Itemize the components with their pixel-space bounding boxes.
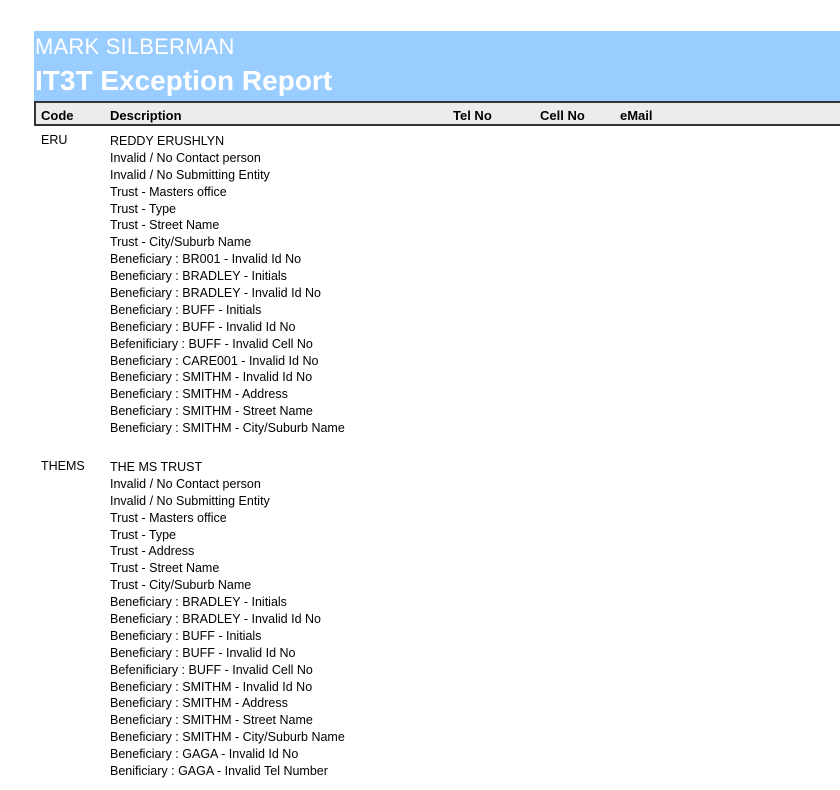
group-code: THEMS bbox=[41, 459, 85, 473]
exception-line: Beneficiary : GAGA - Invalid Id No bbox=[110, 747, 299, 762]
exception-line: Befenificiary : BUFF - Invalid Cell No bbox=[110, 662, 313, 677]
exception-line: Befenificiary : BUFF - Invalid Cell No bbox=[110, 336, 313, 351]
exception-line: Beneficiary : SMITHM - City/Suburb Name bbox=[110, 421, 345, 436]
column-header-row bbox=[34, 101, 840, 126]
exception-line: Beneficiary : SMITHM - Invalid Id No bbox=[110, 370, 313, 385]
exception-line: Trust - City/Suburb Name bbox=[110, 235, 252, 250]
exception-line: Beneficiary : BRADLEY - Invalid Id No bbox=[110, 286, 321, 301]
exception-line: Beneficiary : BUFF - Initials bbox=[110, 302, 262, 317]
group-name: REDDY ERUSHLYN bbox=[110, 134, 225, 148]
exception-line: Beneficiary : SMITHM - Street Name bbox=[110, 713, 313, 728]
company-name: MARK SILBERMAN bbox=[35, 34, 235, 59]
column-header-tel: Tel No bbox=[453, 108, 492, 123]
exception-line: Beneficiary : BUFF - Invalid Id No bbox=[110, 319, 296, 334]
exception-line: Beneficiary : SMITHM - Invalid Id No bbox=[110, 679, 313, 694]
exception-line: Beneficiary : SMITHM - Street Name bbox=[110, 404, 313, 419]
exception-line: Beneficiary : BUFF - Initials bbox=[110, 628, 262, 643]
exception-line: Trust - Masters office bbox=[110, 184, 227, 199]
exception-line: Invalid / No Contact person bbox=[110, 150, 261, 165]
exception-line: Beneficiary : BR001 - Invalid Id No bbox=[110, 252, 302, 267]
column-header-code: Code bbox=[41, 108, 74, 123]
exception-line: Beneficiary : BRADLEY - Initials bbox=[110, 269, 287, 284]
exception-line: Trust - Type bbox=[110, 201, 176, 216]
exception-line: Benificiary : GAGA - Invalid Tel Number bbox=[110, 764, 328, 779]
column-header-cell: Cell No bbox=[540, 108, 585, 123]
exception-line: Beneficiary : SMITHM - Address bbox=[110, 696, 288, 711]
exception-line: Beneficiary : BUFF - Invalid Id No bbox=[110, 645, 296, 660]
column-header-description: Description bbox=[110, 108, 182, 123]
group-name: THE MS TRUST bbox=[110, 460, 203, 474]
exception-line: Invalid / No Contact person bbox=[110, 476, 261, 491]
exception-line: Beneficiary : SMITHM - Address bbox=[110, 387, 288, 402]
exception-line: Trust - Street Name bbox=[110, 218, 220, 233]
exception-line: Trust - Street Name bbox=[110, 561, 220, 576]
group-lines bbox=[110, 133, 345, 437]
exception-line: Beneficiary : SMITHM - City/Suburb Name bbox=[110, 730, 345, 745]
report-title: IT3T Exception Report bbox=[35, 65, 333, 96]
exception-line: Beneficiary : BRADLEY - Initials bbox=[110, 595, 287, 610]
group-code: ERU bbox=[41, 133, 68, 147]
exception-line: Trust - Masters office bbox=[110, 510, 227, 525]
exception-line: Invalid / No Submitting Entity bbox=[110, 167, 270, 182]
report-banner bbox=[34, 31, 840, 101]
column-header-email: eMail bbox=[620, 108, 653, 123]
exception-line: Beneficiary : BRADLEY - Invalid Id No bbox=[110, 612, 321, 627]
exception-line: Invalid / No Submitting Entity bbox=[110, 493, 270, 508]
exception-line: Beneficiary : CARE001 - Invalid Id No bbox=[110, 353, 319, 368]
exception-line: Trust - Type bbox=[110, 527, 176, 542]
exception-line: Trust - Address bbox=[110, 544, 195, 559]
exception-line: Trust - City/Suburb Name bbox=[110, 578, 252, 593]
group-lines bbox=[110, 459, 345, 780]
